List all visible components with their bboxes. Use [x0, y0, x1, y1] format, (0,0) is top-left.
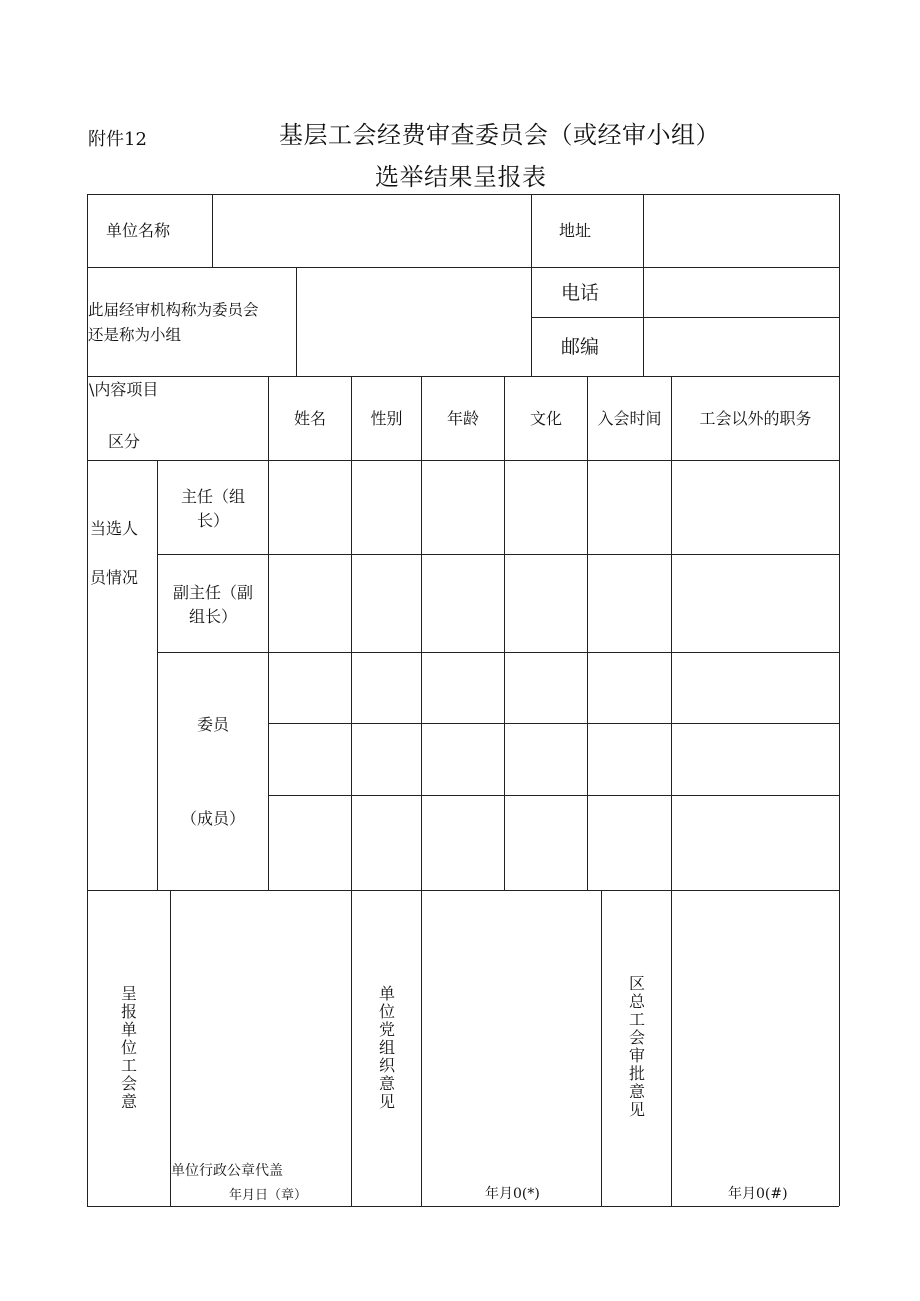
director-row[interactable] — [269, 461, 838, 553]
district-date: 年月0(#) — [728, 1186, 788, 1202]
party-date: 年月0(*) — [485, 1186, 540, 1202]
phone-label: 电话 — [561, 282, 600, 304]
org-type-question-line2: 还是称为小组 — [88, 326, 182, 344]
name-column-header: 姓名 — [293, 409, 326, 428]
outside-position-column-header: 工会以外的职务 — [699, 409, 812, 428]
postcode-field[interactable] — [644, 318, 838, 375]
district-opinion-label: 区总工会审批意见 — [628, 974, 645, 1119]
category-header: 区分 — [108, 432, 141, 451]
unit-name-field[interactable] — [213, 195, 530, 266]
address-label: 地址 — [559, 221, 592, 240]
age-column-header: 年龄 — [446, 409, 479, 428]
elected-group-label-line1: 当选人 — [90, 519, 139, 538]
join-date-column-header: 入会时间 — [597, 409, 662, 428]
district-opinion-field[interactable] — [672, 891, 838, 1171]
postcode-label: 邮编 — [561, 336, 600, 358]
member-row[interactable] — [269, 653, 838, 722]
member-row[interactable] — [269, 796, 838, 889]
union-date-seal: 年月日（章） — [229, 1188, 308, 1203]
attachment-label: 附件12 — [88, 129, 147, 150]
director-label-line2: 长） — [196, 511, 229, 530]
vice-director-label-line2: 组长） — [188, 607, 237, 626]
director-label-line1: 主任（组 — [180, 487, 245, 506]
admin-seal-note: 单位行政公章代盖 — [171, 1163, 283, 1179]
phone-field[interactable] — [644, 268, 838, 316]
party-opinion-field[interactable] — [422, 891, 600, 1171]
elected-group-label-line2: 员情况 — [90, 568, 139, 587]
address-field[interactable] — [644, 195, 838, 266]
member-paren-label: （成员） — [180, 809, 245, 828]
org-type-field[interactable] — [297, 268, 530, 375]
vice-director-row[interactable] — [269, 555, 838, 651]
union-opinion-label: 呈报单位工会意 — [120, 984, 137, 1111]
org-type-question-line1: 此届经审机构称为委员会 — [88, 301, 259, 319]
union-opinion-field[interactable] — [171, 891, 350, 1161]
unit-name-label: 单位名称 — [106, 221, 171, 240]
member-row[interactable] — [269, 724, 838, 794]
gender-column-header: 性别 — [370, 409, 403, 428]
content-item-header: \内容项目 — [89, 380, 159, 399]
vice-director-label-line1: 副主任（副 — [172, 583, 253, 602]
party-opinion-label: 单位党组织意见 — [378, 984, 395, 1111]
page-subtitle: 选举结果呈报表 — [375, 163, 547, 191]
member-label: 委员 — [196, 715, 229, 734]
page-title: 基层工会经费审查委员会（或经审小组） — [279, 121, 720, 149]
education-column-header: 文化 — [529, 409, 562, 428]
